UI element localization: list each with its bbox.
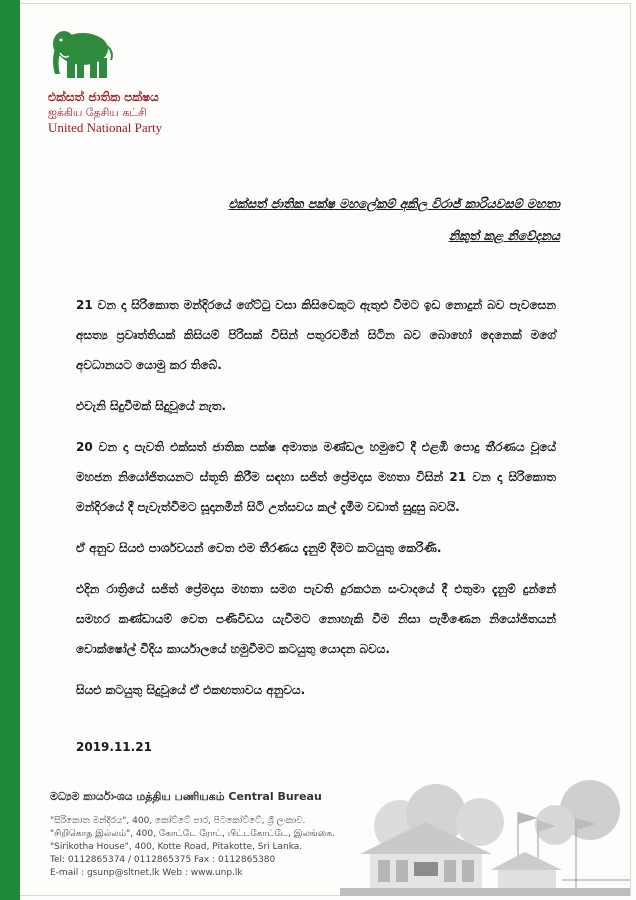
- party-name-sinhala: එක්සත් ජාතික පක්ෂය: [48, 90, 159, 104]
- address-tamil: "சிறிகொத இல்லம்", 400, கோட்டே ரோட், பிட்டகோட்டே, இலங்கை.: [50, 829, 335, 839]
- party-name-tamil: ஐக்கிய தேசிய கட்சி: [48, 106, 147, 119]
- central-bureau-title: මධ්‍යම කාර්යාංශය மத்திய பணியகம் Central Bureau: [50, 790, 322, 803]
- paragraph-3: 20 වන දා පැවති එක්සත් ජාතික පක්ෂ අමාත්‍ය මණ්ඩල හමුවේ දී එළඹි පොදු තීරණය වූයේ මහජන නියෝජිතයනට ස්තූති කිරීම සඳහා සජිත් ප්‍රේමදාස මහතා විසින් 21 වන දා සිරිකොත මන්දිරයේ දී පැවැත්වීමට සූදානමින් සිටි උත්සවය කල් දැමීම වඩාත් සුදුසු බවයි.: [76, 440, 556, 514]
- green-margin-bar: [0, 0, 20, 900]
- paragraph-6: සියළු කටයුතු සිදුවූයේ ඒ එකඟතාවය අනුවය.: [76, 683, 306, 697]
- address-sinhala: "සිරිකොත මන්දිරය", 400, කෝට්ටේ පාර, පිටකෝට්ටේ, ශ්‍රී ලංකාව.: [50, 816, 306, 826]
- statement-body: [76, 290, 556, 716]
- party-name-english: United National Party: [48, 120, 163, 135]
- paragraph-2: එවැනි සිදුවීමක් සිදුවූයේ නැත.: [76, 399, 227, 413]
- statement-date: 2019.11.21: [76, 740, 152, 754]
- phone-numbers: Tel: 0112865374 / 0112865375 Fax : 0112865380: [50, 855, 276, 865]
- paragraph-1: 21 වන දා සිරිකොත මන්දිරයේ ගේට්ටු වසා කිසිවෙකුට ඇතුළු වීමට ඉඩ නොදුන් බව පැවසෙන අසත්‍ය ප්‍රවෘත්තියක් කිසියම් පිරිසක් විසින් පතුරවමින් සිටින බව බොහෝ දෙනෙක් මගේ අවධානයට යොමු කර තිබේ.: [76, 298, 556, 372]
- paragraph-5: එදින රාත්‍රියේ සජිත් ප්‍රේමදාස මහතා සමග පැවති දුරකථන සංවාදයේ දී එතුමා දැනුම් දුන්නේ සමහර කණ්ඩායම් වෙත පණිවිඩය යැවීමට නොහැකි වීම නිසා පැමිණෙන නියෝජිතයන් වොක්ෂෝල් වීදිය කාර්යාලයේ හමුවීමට කටයුතු යොදන බවය.: [76, 582, 556, 656]
- statement-title-line-2: නිකුත් කළ නිවේදනය: [448, 228, 560, 243]
- sirikotha-building-illustration: [340, 770, 630, 896]
- footer-contact-block: [50, 790, 350, 880]
- paragraph-4: ඒ අනුව සියළු පාර්ශවයන් වෙත එම තීරණය දැනුම් දීමට කටයුතු කෙරිණි.: [76, 541, 442, 555]
- elephant-logo-icon: [50, 22, 116, 84]
- address-english: "Sirikotha House", 400, Kotte Road, Pitakotte, Sri Lanka.: [50, 842, 303, 852]
- statement-title-line-1: එක්සත් ජාතික පක්ෂ මහලේකම් අකිල විරාජ් කාරියවසම් මහතා: [228, 196, 560, 211]
- email-web: E-mail : gsunp@sltnet.lk Web : www.unp.lk: [50, 868, 243, 878]
